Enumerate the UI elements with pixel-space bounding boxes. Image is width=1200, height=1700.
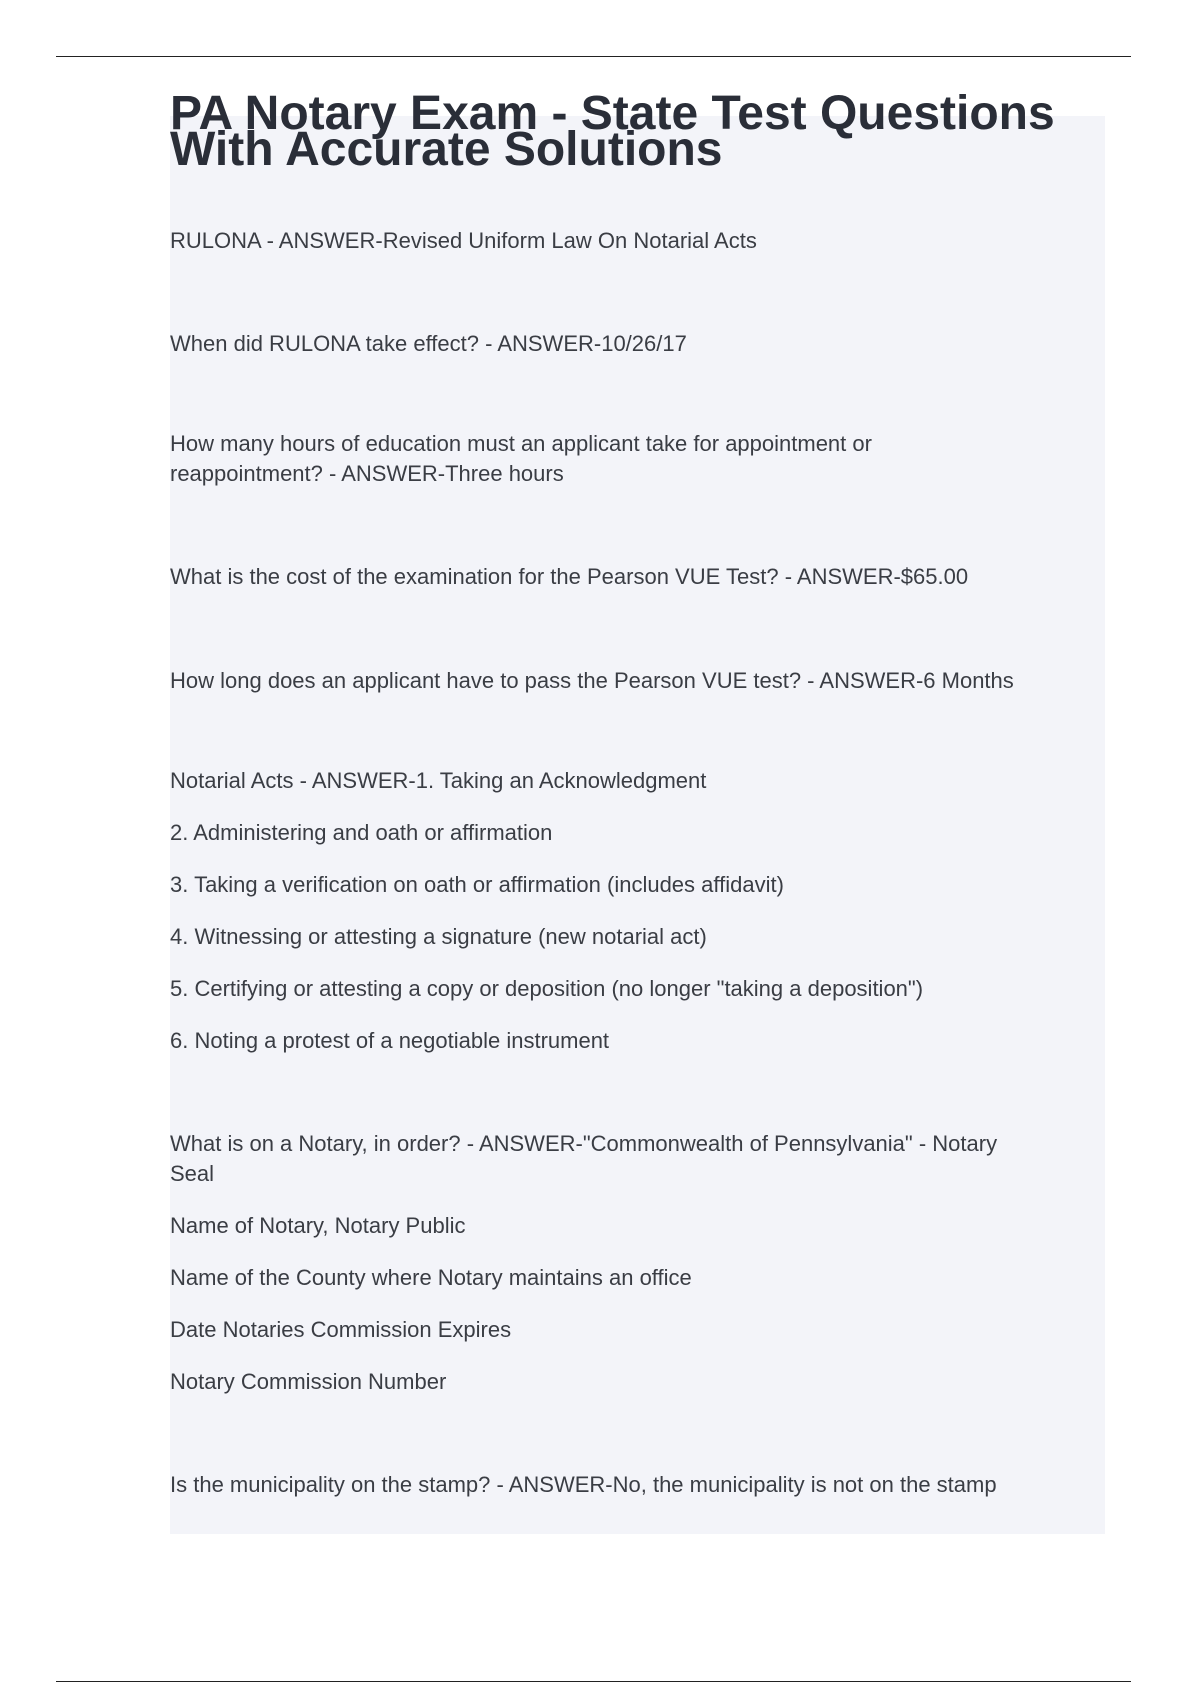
qa-text: RULONA - ANSWER-Revised Uniform Law On Notarial Acts (170, 228, 757, 253)
qa-entry-7 (170, 1129, 1100, 1397)
qa-text: What is the cost of the examination for the Pearson VUE Test? - ANSWER-$65.00 (170, 564, 969, 589)
qa-entry-3 (170, 429, 1100, 489)
top-rule (56, 56, 1131, 57)
list-item: Name of Notary, Notary Public (170, 1213, 466, 1238)
bottom-rule (56, 1681, 1131, 1682)
list-item: 4. Witnessing or attesting a signature (new notarial act) (170, 924, 707, 949)
list-item: Name of the County where Notary maintains an office (170, 1265, 692, 1290)
list-item: 6. Noting a protest of a negotiable instrument (170, 1028, 610, 1053)
qa-text: How long does an applicant have to pass the Pearson VUE test? - ANSWER-6 Months (170, 668, 1014, 693)
qa-entry-6 (170, 766, 1100, 1056)
list-item: 2. Administering and oath or affirmation (170, 820, 553, 845)
qa-entry-5 (170, 666, 1100, 696)
qa-entry-4 (170, 562, 1100, 592)
qa-entry-1 (170, 226, 1100, 256)
qa-text: Is the municipality on the stamp? - ANSWER-No, the municipality is not on the stamp (170, 1472, 997, 1497)
list-item: 3. Taking a verification on oath or affirmation (includes affidavit) (170, 872, 784, 897)
qa-text-line-1: Notarial Acts - ANSWER-1. Taking an Acknowledgment (170, 768, 707, 793)
qa-text: When did RULONA take effect? - ANSWER-10/26/17 (170, 331, 687, 356)
qa-entry-2 (170, 329, 1100, 359)
qa-entry-8 (170, 1470, 1100, 1500)
qa-text-line-1: How many hours of education must an applicant take for appointment or (170, 431, 872, 456)
list-item: Notary Commission Number (170, 1369, 447, 1394)
qa-text-line-1: What is on a Notary, in order? - ANSWER-"Commonwealth of Pennsylvania" - Notary (170, 1131, 998, 1156)
list-item: 5. Certifying or attesting a copy or deposition (no longer "taking a deposition") (170, 976, 924, 1001)
list-item: Date Notaries Commission Expires (170, 1317, 512, 1342)
qa-text-line-2: Seal (170, 1161, 215, 1186)
document-title: PA Notary Exam - State Test Questions With Accurate Solutions (170, 87, 1055, 176)
qa-text-line-2: reappointment? - ANSWER-Three hours (170, 461, 564, 486)
